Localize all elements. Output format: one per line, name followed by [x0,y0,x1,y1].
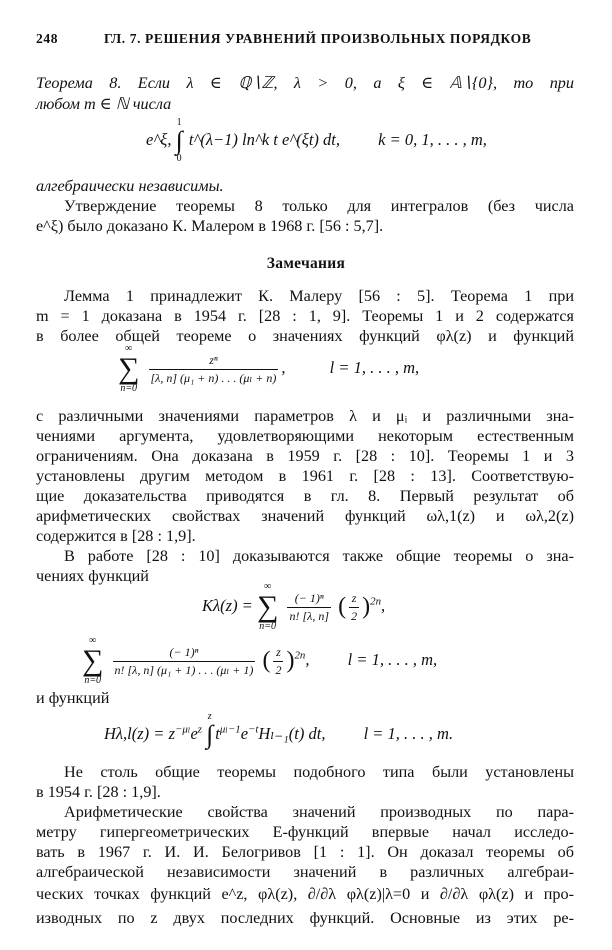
theorem-formula [146,118,487,164]
sum-sign [257,582,278,632]
sum-formula-2 [82,636,437,686]
integral-glyph: ∫ [206,720,214,749]
integral-lower: 0 [176,153,182,164]
formula-comma: , [381,595,386,615]
fraction-denominator: n! [λ, n] [289,608,330,623]
sum-upper: ∞ [264,581,272,592]
z-over-2 [273,645,283,678]
formula-exp-term: e^ξ, [146,129,172,149]
less-general-line-2: в 1954 г. [28 : 1,9]. [36,783,161,801]
params-line-5: щие доказательства приводятся в гл. 8. Первый результат об [36,487,574,505]
and-functions: и функций [36,689,110,707]
fraction-numerator: z [273,645,283,662]
right-paren: ) [286,647,295,674]
integral-upper: z [207,711,212,722]
theorem-line-1: Теорема 8. Если λ ∈ ℚ∖ℤ, λ > 0, а ξ ∈ 𝔸∖{0}, то при [36,74,574,92]
h-lhs: Hλ,l(z) = z [104,723,175,743]
work-line-2: чениях функций [36,567,149,585]
exp-e: e [190,723,198,743]
remarks-line-1: Лемма 1 принадлежит К. Малеру [56 : 5]. Теорема 1 при [64,287,574,305]
fraction-numerator: zⁿ [149,353,279,370]
arith-line-6: изводных по z двух последних функций. Основные из этих ре- [36,909,574,927]
left-paren: ( [338,593,347,620]
page-number: 248 [36,31,59,46]
params-line-4: установлены другим методом в 1961 г. [28 : 13]. Соответствую- [36,467,574,485]
params-line-6: арифметических свойствах значений функций ωλ,1(z) и ωλ,2(z) [36,507,574,525]
exponent: z [197,723,202,736]
integrand-t: t [215,723,220,743]
integral-glyph: ∫ [175,126,183,155]
sum-sign [118,344,139,394]
arith-line-1: Арифметические свойства значений производных по пара- [64,803,574,821]
sum2-fraction [113,645,256,678]
integral-sign [176,118,183,164]
k-lhs: Kλ(z) = [202,595,253,615]
remarks-line-2: m = 1 доказана в 1954 г. [28 : 1, 9]. Теоремы 1 и 2 содержатся [36,307,574,325]
fraction-numerator: z [349,591,359,608]
integral-sign [206,712,213,758]
arith-line-2: метру гипергеометрических E-функций впервые начал исследо- [36,823,574,841]
sum-lower: n=0 [84,675,102,686]
exponent: μₗ−1 [219,723,241,736]
section-heading: Замечания [266,255,346,272]
fraction-denominator: [λ, n] (μ₁ + n) . . . (μₗ + n) [150,370,277,385]
z-over-2 [349,591,359,624]
integral-lower [206,748,213,758]
fraction-denominator: 2 [275,662,282,677]
params-line-1: с различными значениями параметров λ и μᵢ и различными зна- [36,407,574,425]
formula-range: k = 0, 1, . . . , m, [378,129,487,149]
running-title: ГЛ. 7. РЕШЕНИЯ УРАВНЕНИЙ ПРОИЗВОЛЬНЫХ ПОРЯДКОВ [104,31,532,46]
arith-line-4: алгебраической независимости значений в различных алгебраи- [36,863,574,881]
less-general-line-1: Не столь общие теоремы подобного типа были установлены [64,763,574,781]
fraction-denominator: 2 [351,608,358,623]
sum-lower: n=0 [259,621,277,632]
work-line-1: В работе [28 : 10] доказываются также общие теоремы о зна- [64,547,574,565]
arith-line-5: ческих точках функций e^z, φλ(z), ∂/∂λ φλ(z)|λ=0 и ∂/∂λ φλ(z) и про- [36,885,574,903]
remarks-line-3: в более общей теореме о значениях функций φλ(z) и функций [36,327,574,345]
sum-sign [82,636,103,686]
fraction-denominator: n! [λ, n] (μ₁ + 1) . . . (μₗ + 1) [114,662,254,677]
sigma-glyph: ∑ [118,352,140,385]
formula-range: l = 1, . . . , m, [347,649,438,669]
formula-comma: , [281,357,286,377]
exp-e: e [240,723,249,743]
sigma-glyph: ∑ [82,644,104,677]
claim-line-1: Утверждение теоремы 8 только для интегралов (без числа [64,197,574,215]
arith-line-3: вать в 1967 г. И. И. Белогривов [1 : 1]. Он доказал теоремы об [36,843,574,861]
formula-comma: , [305,649,310,669]
theorem-conclusion: алгебраически независимы. [36,177,224,195]
integrand-tail: Hₗ₋₁(t) dt, [258,723,326,743]
sum-lower: n=0 [120,383,138,394]
sigma-glyph: ∑ [256,590,279,623]
formula-range: l = 1, . . . , m, [329,357,420,377]
power: 2n [370,595,382,608]
right-paren: ) [362,593,371,620]
formula-range: l = 1, . . . , m. [363,723,454,743]
power: 2n [294,649,306,662]
fraction-numerator: (− 1)ⁿ [113,645,256,662]
claim-line-2: e^ξ) было доказано К. Малером в 1968 г. [56 : 5,7]. [36,217,384,235]
sum-fraction [149,353,279,386]
integrand: t^(λ−1) ln^k t e^(ξt) dt, [188,129,341,149]
theorem-line-2: любом m ∈ ℕ числа [36,95,172,113]
params-line-2: чениями аргумента, удовлетворяющими некоторым естественным [36,427,574,445]
h-formula [104,712,453,758]
k-fraction [287,591,331,624]
exponent: −t [248,723,259,736]
fraction-numerator: (− 1)ⁿ [287,591,331,608]
integral-upper: 1 [176,117,182,128]
params-line-3: ограничениям. Она доказана в 1959 г. [28 : 10]. Теоремы 1 и 3 [36,447,574,465]
exponent: −μₗ [175,723,191,736]
sum-upper: ∞ [125,343,133,354]
k-formula [202,582,385,632]
sum-upper: ∞ [89,635,97,646]
sum-formula-1 [118,344,419,394]
params-line-7: содержится в [28 : 1,9]. [36,527,196,545]
left-paren: ( [262,647,271,674]
